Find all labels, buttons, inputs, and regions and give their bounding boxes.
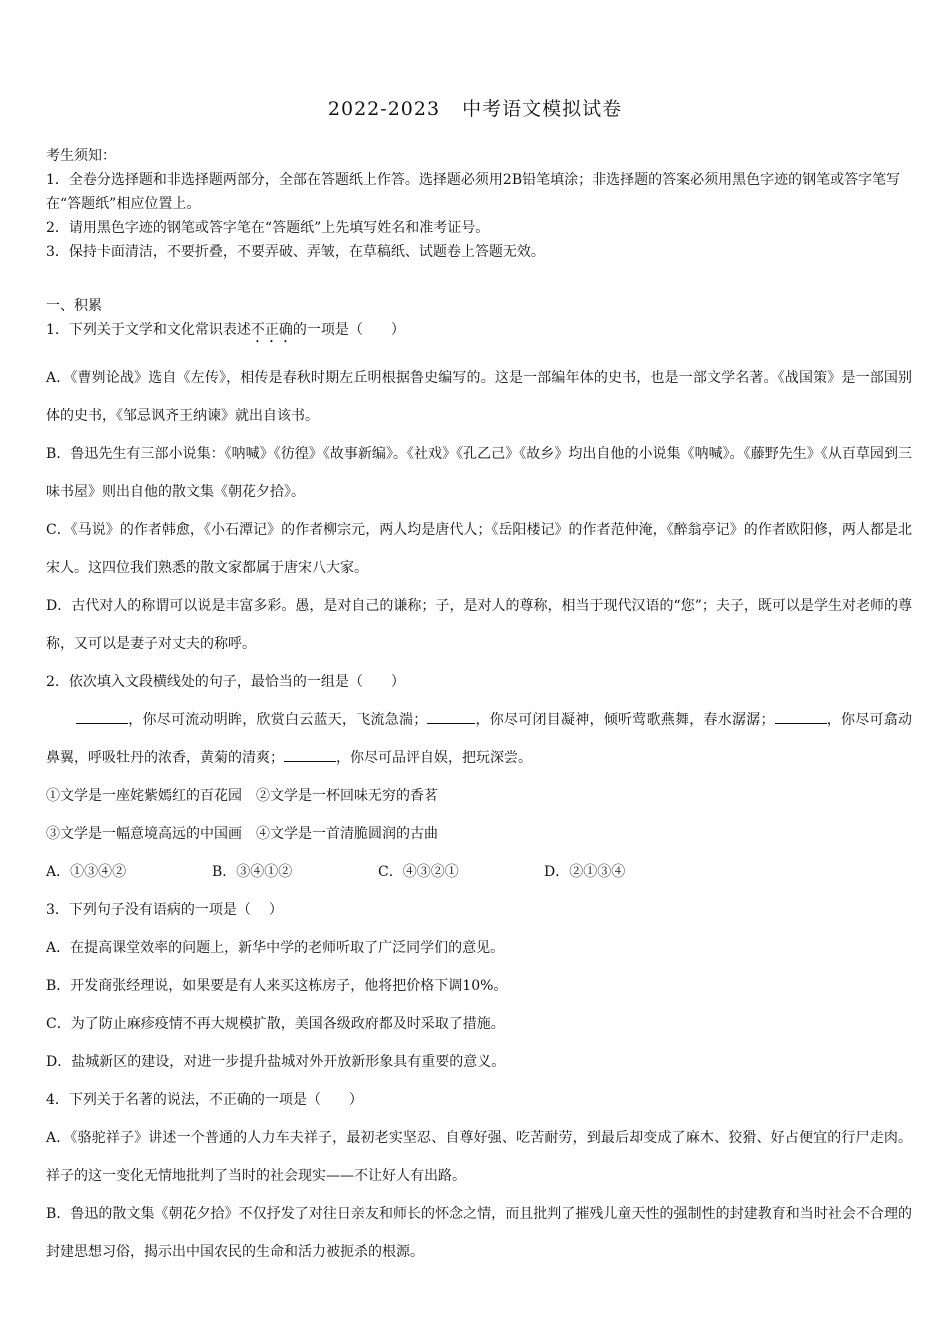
question-4-option-a: A．《骆驼祥子》讲述一个普通的人力车夫祥子，最初老实坚忍、自尊好强、吃苦耐劳，到最后却变成了麻木、狡猾、好占便宜的行尸走肉。祥子的这一变化无情地批判了当时的社会现实——不让好人有出路。: [46, 1130, 912, 1184]
notice-item-2: 2．请用黑色字迹的钢笔或答字笔在“答题纸”上先填写姓名和准考证号。: [46, 220, 490, 236]
notice-item-3: 3．保持卡面清洁，不要折叠，不要弄破、弄皱，在草稿纸、试题卷上答题无效。: [46, 244, 545, 260]
question-1-option-d: D．古代对人的称谓可以说是丰富多彩。愚，是对自己的谦称；子，是对人的尊称，相当于现代汉语的“您”；夫子，既可以是学生对老师的尊称，又可以是妻子对丈夫的称呼。: [46, 598, 912, 652]
section-heading: 一、积累: [46, 298, 102, 314]
question-1-option-a: A．《曹刿论战》选自《左传》，相传是春秋时期左丘明根据鲁史编写的。这是一部编年体的史书，也是一部文学名著。《战国策》是一部国别体的史书，《邹忌讽齐王纳谏》就出自该书。: [46, 370, 912, 424]
question-1-option-b: B．鲁迅先生有三部小说集：《呐喊》《彷徨》《故事新编》。《社戏》《孔乙己》《故乡》均出自他的小说集《呐喊》。《藤野先生》《从百草园到三味书屋》则出自他的散文集《朝花夕拾》。: [46, 446, 912, 500]
exam-content: [46, 294, 912, 1271]
fill-blank-2: [427, 709, 475, 724]
choice-a: A．①③④②: [46, 864, 127, 880]
title-years: 2022-2023: [327, 98, 441, 120]
choice-d: D．②①③④: [544, 864, 626, 880]
fill-blank-1: [76, 709, 128, 724]
question-3-option-b: B．开发商张经理说，如果要是有人来买这栋房子，他将把价格下调10%。: [46, 978, 508, 994]
question-3-option-c: C．为了防止麻疹疫情不再大规模扩散，美国各级政府都及时采取了措施。: [46, 1016, 505, 1032]
question-1-stem: 1．下列关于文学和文化常识表述不正确的一项是（ ）: [46, 322, 405, 338]
notice-heading: 考生须知：: [46, 148, 116, 164]
fill-blank-4: [284, 747, 336, 762]
question-4-stem: 4．下列关于名著的说法，不正确的一项是（ ）: [46, 1092, 363, 1108]
emphasized-word: 不正确: [250, 322, 293, 338]
question-3-option-a: A．在提高课堂效率的问题上，新华中学的老师听取了广泛同学们的意见。: [46, 940, 505, 956]
page-title: [0, 94, 950, 121]
question-4-option-b: B．鲁迅的散文集《朝花夕拾》不仅抒发了对往日亲友和师长的怀念之情，而且批判了摧残儿童天性的强制性的封建教育和当时社会不合理的封建思想习俗，揭示出中国农民的生命和活力被扼杀的根源。: [46, 1206, 912, 1260]
exam-notice: [46, 144, 912, 264]
title-name: 中考语文模拟试卷: [462, 98, 623, 120]
question-2-passage: ，你尽可流动明眸，欣赏白云蓝天，飞流急湍； ，你尽可闭目凝神，倾听莺歌燕舞，春水潺潺； ，你尽可翕动鼻翼，呼吸牡丹的浓香，黄菊的清爽； ，你尽可品评自娱，把玩深尝。: [46, 701, 912, 777]
question-3-stem: 3．下列句子没有语病的一项是（ ）: [46, 902, 283, 918]
notice-item-1: 1．全卷分选择题和非选择题两部分，全部在答题纸上作答。选择题必须用2B铅笔填涂；非选择题的答案必须用黑色字迹的钢笔或答字笔写在“答题纸”相应位置上。: [46, 172, 901, 212]
question-2-sentences-2: ③文学是一幅意境高远的中国画 ④文学是一首清脆圆润的古曲: [46, 826, 438, 842]
choice-b: B．③④①②: [212, 864, 293, 880]
choice-c: C．④③②①: [378, 864, 459, 880]
question-2-choices: [46, 853, 912, 891]
question-2-sentences-1: ①文学是一座姹紫嫣红的百花园 ②文学是一杯回味无穷的香茗: [46, 788, 438, 804]
fill-blank-3: [775, 709, 827, 724]
question-3-option-d: D．盐城新区的建设，对进一步提升盐城对外开放新形象具有重要的意义。: [46, 1054, 506, 1070]
question-1-option-c: C．《马说》的作者韩愈，《小石潭记》的作者柳宗元，两人均是唐代人；《岳阳楼记》的作者范仲淹，《醉翁亭记》的作者欧阳修，两人都是北宋人。这四位我们熟悉的散文家都属于唐宋八大家。: [46, 522, 912, 576]
question-2-stem: 2．依次填入文段横线处的句子，最恰当的一组是（ ）: [46, 674, 405, 690]
